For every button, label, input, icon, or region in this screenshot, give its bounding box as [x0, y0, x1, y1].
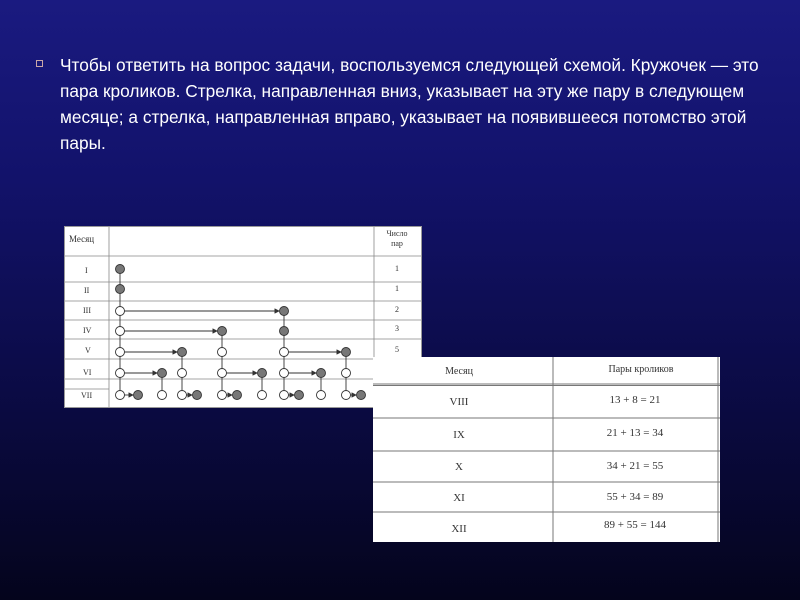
scheme-month-6: VI [83, 368, 92, 377]
scheme-month-5: V [85, 346, 91, 355]
rabbit-pair-node [158, 369, 167, 378]
scheme-month-3: III [83, 306, 91, 315]
rabbit-pair-node [342, 391, 351, 400]
scheme-pairs-3: 2 [395, 305, 399, 314]
table-header-month: Месяц [445, 366, 473, 377]
table-calc-9: 21 + 13 = 34 [606, 427, 664, 439]
rabbit-pair-node [178, 369, 187, 378]
rabbit-pair-node [280, 391, 289, 400]
rabbit-pair-node [158, 391, 167, 400]
table-calc-11: 55 + 34 = 89 [606, 491, 664, 503]
rabbit-pair-node [116, 307, 125, 316]
rabbit-pair-node [218, 391, 227, 400]
rabbit-pair-node [233, 391, 242, 400]
table-grid [373, 357, 720, 542]
table-calc-8: 13 + 8 = 21 [609, 394, 661, 406]
calculation-table-panel [373, 357, 720, 542]
calculation-table [373, 357, 720, 542]
scheme-month-2: II [84, 286, 90, 295]
table-month-11: XI [453, 492, 465, 504]
table-month-10: X [455, 461, 463, 473]
scheme-pairs-5: 5 [395, 345, 399, 354]
rabbit-pair-node [116, 285, 125, 294]
rabbit-pair-node [280, 327, 289, 336]
rabbit-pair-node [178, 391, 187, 400]
rabbit-pair-node [280, 369, 289, 378]
rabbit-pair-node [280, 348, 289, 357]
rabbit-pair-node [295, 391, 304, 400]
rabbit-pair-node [342, 369, 351, 378]
bullet-marker-icon [36, 60, 43, 67]
scheme-month-1: I [85, 266, 88, 275]
rabbit-pair-node [258, 369, 267, 378]
rabbit-pair-node [357, 391, 366, 400]
rabbit-pair-node [342, 348, 351, 357]
rabbit-pair-node [116, 327, 125, 336]
scheme-header-pairs-line1: Число [386, 229, 408, 238]
rabbit-pair-node [317, 369, 326, 378]
rabbit-pair-node [317, 391, 326, 400]
scheme-header-month: Месяц [69, 234, 95, 244]
scheme-pairs-1: 1 [395, 264, 399, 273]
rabbit-pair-node [218, 348, 227, 357]
rabbit-pair-node [134, 391, 143, 400]
rabbit-pair-node [218, 369, 227, 378]
table-calc-10: 34 + 21 = 55 [606, 460, 664, 472]
scheme-pairs-2: 1 [395, 284, 399, 293]
scheme-pairs-4: 3 [395, 324, 399, 333]
rabbit-pair-node [280, 307, 289, 316]
bullet-text: Чтобы ответить на вопрос задачи, воспользуемся следующей схемой. Кружочек — это пара кроликов. Стрелка, направленная вниз, указывает на эту же пару в следующем месяце; а стрелка, направленная вправо, указывает на появившееся потомство этой пары. [60, 55, 759, 153]
scheme-grid [65, 227, 421, 407]
rabbit-pair-node [258, 391, 267, 400]
table-month-9: IX [453, 429, 465, 441]
scheme-header-pairs-line2: пар [391, 239, 403, 248]
rabbit-pair-node [193, 391, 202, 400]
rabbit-pair-node [116, 348, 125, 357]
rabbit-pair-node [116, 265, 125, 274]
table-calc-12: 89 + 55 = 144 [604, 519, 666, 531]
table-header-pairs: Пары кроликов [608, 364, 674, 375]
rabbit-pair-node [116, 369, 125, 378]
scheme-month-7: VII [81, 391, 93, 400]
rabbit-scheme-diagram [65, 227, 421, 407]
rabbit-scheme-panel [64, 226, 422, 408]
rabbit-pair-node [116, 391, 125, 400]
table-month-8: VIII [449, 396, 469, 408]
scheme-month-4: IV [83, 326, 92, 335]
table-month-12: XII [451, 523, 467, 535]
rabbit-pair-node [218, 327, 227, 336]
rabbit-pair-node [178, 348, 187, 357]
